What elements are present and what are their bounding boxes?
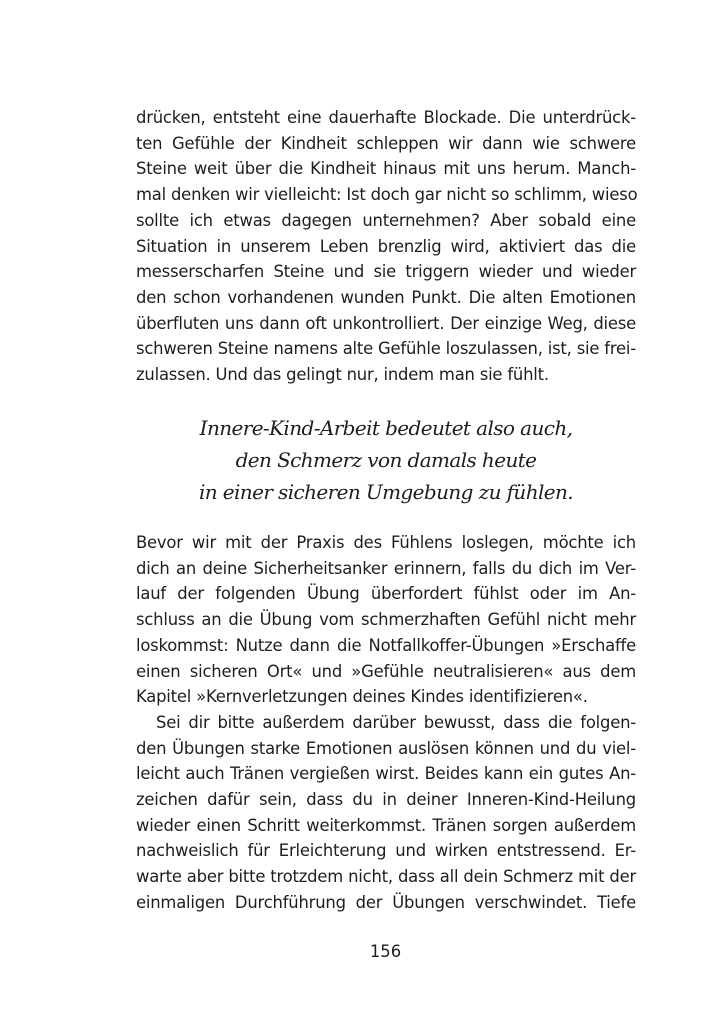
text-line: drücken, entsteht eine dauerhafte Blockade. Die unterdrück- [136,108,636,127]
text-line: messerscharfen Steine und sie triggern wieder und wieder [136,262,636,282]
text-line: zulassen. Und das gelingt nur, indem man sie fühlt. [136,365,549,385]
text-line: Steine weit über die Kindheit hinaus mit uns herum. Manch- [136,159,636,179]
text-line: dich an deine Sicherheitsanker erinnern, falls du dich im Ver- [136,558,636,578]
paragraph-1 [136,105,636,388]
text-line: einmaligen Durchführung der Übungen verschwindet. Tiefe [136,892,636,912]
text-line: wieder einen Schritt weiterkommst. Tränen sorgen außerdem [136,815,636,835]
text-line: Situation in unserem Leben brenzlig wird, aktiviert das die [136,236,636,256]
text-line: loskommst: Nutze dann die Notfallkoffer-Übungen »Erschaffe [136,635,636,655]
page-number: 156 [369,942,402,961]
text-line: lauf der folgenden Übung überfordert fühlst oder im An- [136,584,636,604]
text-line: mal denken wir vielleicht: Ist doch gar nicht so schlimm, wieso [136,185,638,205]
text-line: einen sicheren Ort« und »Gefühle neutralisieren« aus dem [136,661,636,681]
quote-line: in einer sicheren Umgebung zu fühlen. [198,480,574,504]
text-line: nachweislich für Erleichterung und wirken entstressend. Er- [136,841,636,861]
text-line: warte aber bitte trotzdem nicht, dass all dein Schmerz mit der [136,867,636,887]
quote-line: Innere-Kind-Arbeit bedeutet also auch, [199,416,573,440]
text-line: Kapitel »Kernverletzungen deines Kindes identifizieren«. [136,687,588,707]
text-line: den schon vorhandenen wunden Punkt. Die alten Emotionen [136,287,636,307]
text-line: zeichen dafür sein, dass du in deiner Inneren-Kind-Heilung [136,790,636,810]
text-line: überfluten uns dann oft unkontrolliert. Der einzige Weg, diese [136,313,636,333]
paragraph-3 [136,710,636,916]
text-line: leicht auch Tränen vergießen wirst. Beides kann ein gutes An- [136,764,636,784]
text-line: schluss an die Übung vom schmerzhaften Gefühl nicht mehr [136,610,636,630]
text-line: ten Gefühle der Kindheit schleppen wir dann wie schwere [136,133,636,153]
text-line: sollte ich etwas dagegen unternehmen? Aber sobald eine [136,210,636,230]
text-line: Bevor wir mit der Praxis des Fühlens loslegen, möchte ich [136,533,636,552]
text-line: den Übungen starke Emotionen auslösen können und du viel- [136,738,636,758]
quote-line: den Schmerz von damals heute [235,448,537,472]
pull-quote [136,412,636,508]
body-text [136,530,636,916]
paragraph-2 [136,530,636,710]
text-line: schweren Steine namens alte Gefühle loszulassen, ist, sie frei- [136,339,636,359]
text-line: Sei dir bitte außerdem darüber bewusst, dass die folgen- [156,712,636,732]
